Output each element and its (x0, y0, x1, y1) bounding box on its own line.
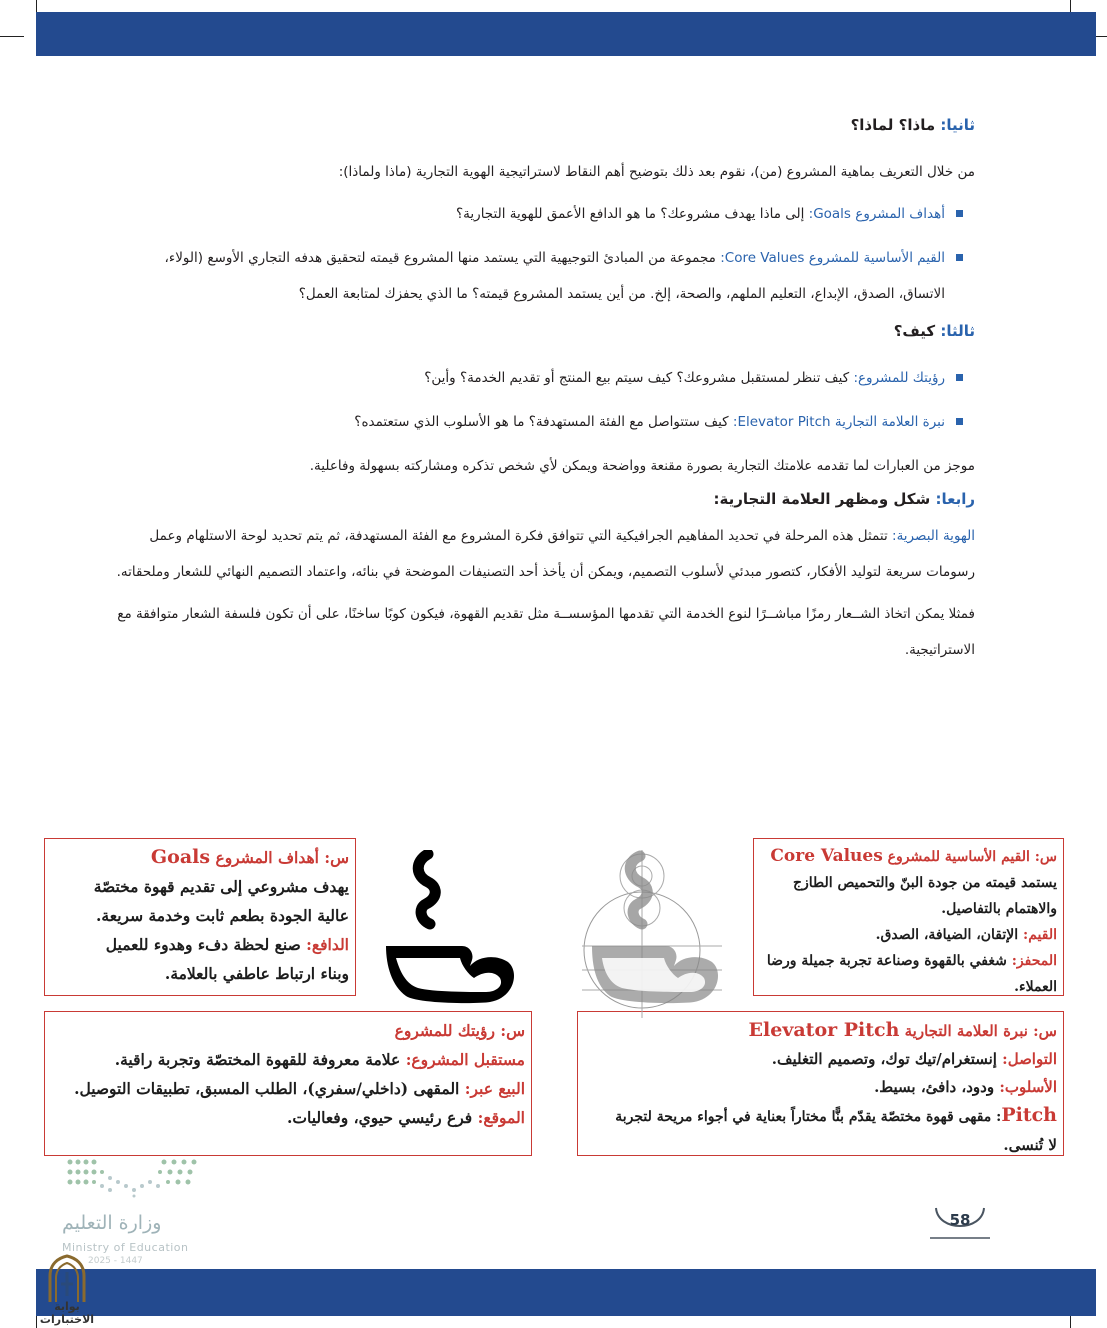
paragraph-visual-identity: الهوية البصرية: تتمثل هذه المرحلة في تحديد المفاهيم الجرافيكية التي تتوافق فكرة المشروع مع الفئة المستهدفة، ثم يتم تحديد لوحة الاستلهام وعمل رسومات سريعة لتوليد الأفكار، كتصور مبدئي لأسلوب التصميم، ويمكن أن يأخذ أحد التصنيفات الموضحة في بنائه، واعتماد التصميم النهائي للشعار وملحقاته. (116, 528, 975, 580)
crop-mark (0, 36, 24, 37)
logo-construction-sketch (582, 850, 722, 1018)
section-heading-what-why: ثانيا: ماذا؟ لماذا؟ (850, 116, 975, 134)
paragraph-pitch-summary: موجز من العبارات لما تقدمه علامتك التجارية بصورة مقنعة وواضحة ويمكن لأي شخص تذكره ومشاركته بسهولة وفاعلية. (309, 458, 975, 474)
portal-arch-icon (30, 1254, 104, 1304)
ministry-logo (58, 1150, 208, 1270)
paragraph-intro: من خلال التعريف بماهية المشروع (من)، نقوم بعد ذلك بتوضيح أهم النقاط لاستراتيجية الهوية التجارية (ماذا ولماذا): (338, 164, 975, 180)
ministry-year: 2025 - 1447 (88, 1256, 143, 1266)
ministry-dots-icon (64, 1156, 200, 1198)
ministry-name-en: Ministry of Education (62, 1241, 189, 1254)
bullet-core-values: القيم الأساسية للمشروع Core Values: مجموعة من المبادئ التوجيهية التي يستمد منها المشروع قيمته لتحقيق هدفه التجاري الأوسع (الولاء، الاتساق، الصدق، الإبداع، التعليم الملهم، والصحة، إلخ. من أين يستمد المشروع قيمته؟ ما الذي يحفزك لمتابعة العمل؟ (130, 240, 975, 312)
page-number: 58 (949, 1211, 971, 1229)
card-vision: س: رؤيتك للمشروع مستقبل المشروع: علامة معروفة للقهوة المختصّة وتجربة راقية. البيع عبر: المقهى (داخلي/سفري)، الطلب المسبق، تطبيقات التوصيل. الموقع: فرع رئيسي حيوي، وفعاليات. (44, 1011, 532, 1156)
header-band (36, 12, 1096, 56)
portal-name: بوابة الاختبارات (39, 1300, 95, 1326)
section-heading-brand-look: رابعا: شكل ومظهر العلامة التجارية: (713, 490, 975, 508)
coffee-cup-logo (378, 850, 518, 1018)
ministry-name-ar: وزارة التعليم (62, 1212, 162, 1234)
section-heading-how: ثالثا: كيف؟ (893, 322, 975, 340)
card-goals: س: أهداف المشروع Goals يهدف مشروعي إلى تقديم قهوة مختصّة عالية الجودة بطعم ثابت وخدمة سريعة. الدافع: صنع لحظة دفء وهدوء للعميل وبناء ارتباط عاطفي بالعلامة. (44, 838, 356, 996)
page-body (116, 116, 975, 674)
paragraph-logo-example: فمثلا يمكن اتخاذ الشــعار رمزًا مباشــرًا لنوع الخدمة التي تقدمها المؤسســة مثل تقديم القهوة، فيكون كوبًا ساخنًا، على أن تكون فلسفة الشعار متوافقة مع الاستراتيجية. (117, 606, 975, 658)
card-core-values: س: القيم الأساسية للمشروع Core Values يستمد قيمته من جودة البنّ والتحميص الطازج والاهتمام بالتفاصيل. القيم: الإتقان، الضيافة، الصدق. المحفز: شغفي بالقهوة وصناعة تجربة جميلة ورضا العملاء. (753, 838, 1064, 996)
footer-band (36, 1269, 1096, 1316)
page-number-badge (930, 1206, 990, 1246)
bullet-goals: أهداف المشروع Goals: إلى ماذا يهدف مشروعك؟ ما هو الدافع الأعمق للهوية التجارية؟ (130, 196, 975, 232)
card-elevator-pitch: س: نبرة العلامة التجارية Elevator Pitch التواصل: إنستغرام/تيك توك، وتصميم التغليف. الأسلوب: ودود، دافئ، بسيط. Pitch: مقهى قهوة مختصّة يقدّم بنًّا مختاراً بعناية في أجواء مريحة لتجربة لا تُنسى. (577, 1011, 1064, 1156)
bullet-vision: رؤيتك للمشروع: كيف تنظر لمستقبل مشروعك؟ كيف سيتم بيع المنتج أو تقديم الخدمة؟ وأين؟ (130, 360, 975, 396)
bullet-elevator-pitch: نبرة العلامة التجارية Elevator Pitch: كيف ستتواصل مع الفئة المستهدفة؟ ما هو الأسلوب الذي ستعتمده؟ (130, 404, 975, 440)
portal-watermark (30, 1254, 104, 1326)
